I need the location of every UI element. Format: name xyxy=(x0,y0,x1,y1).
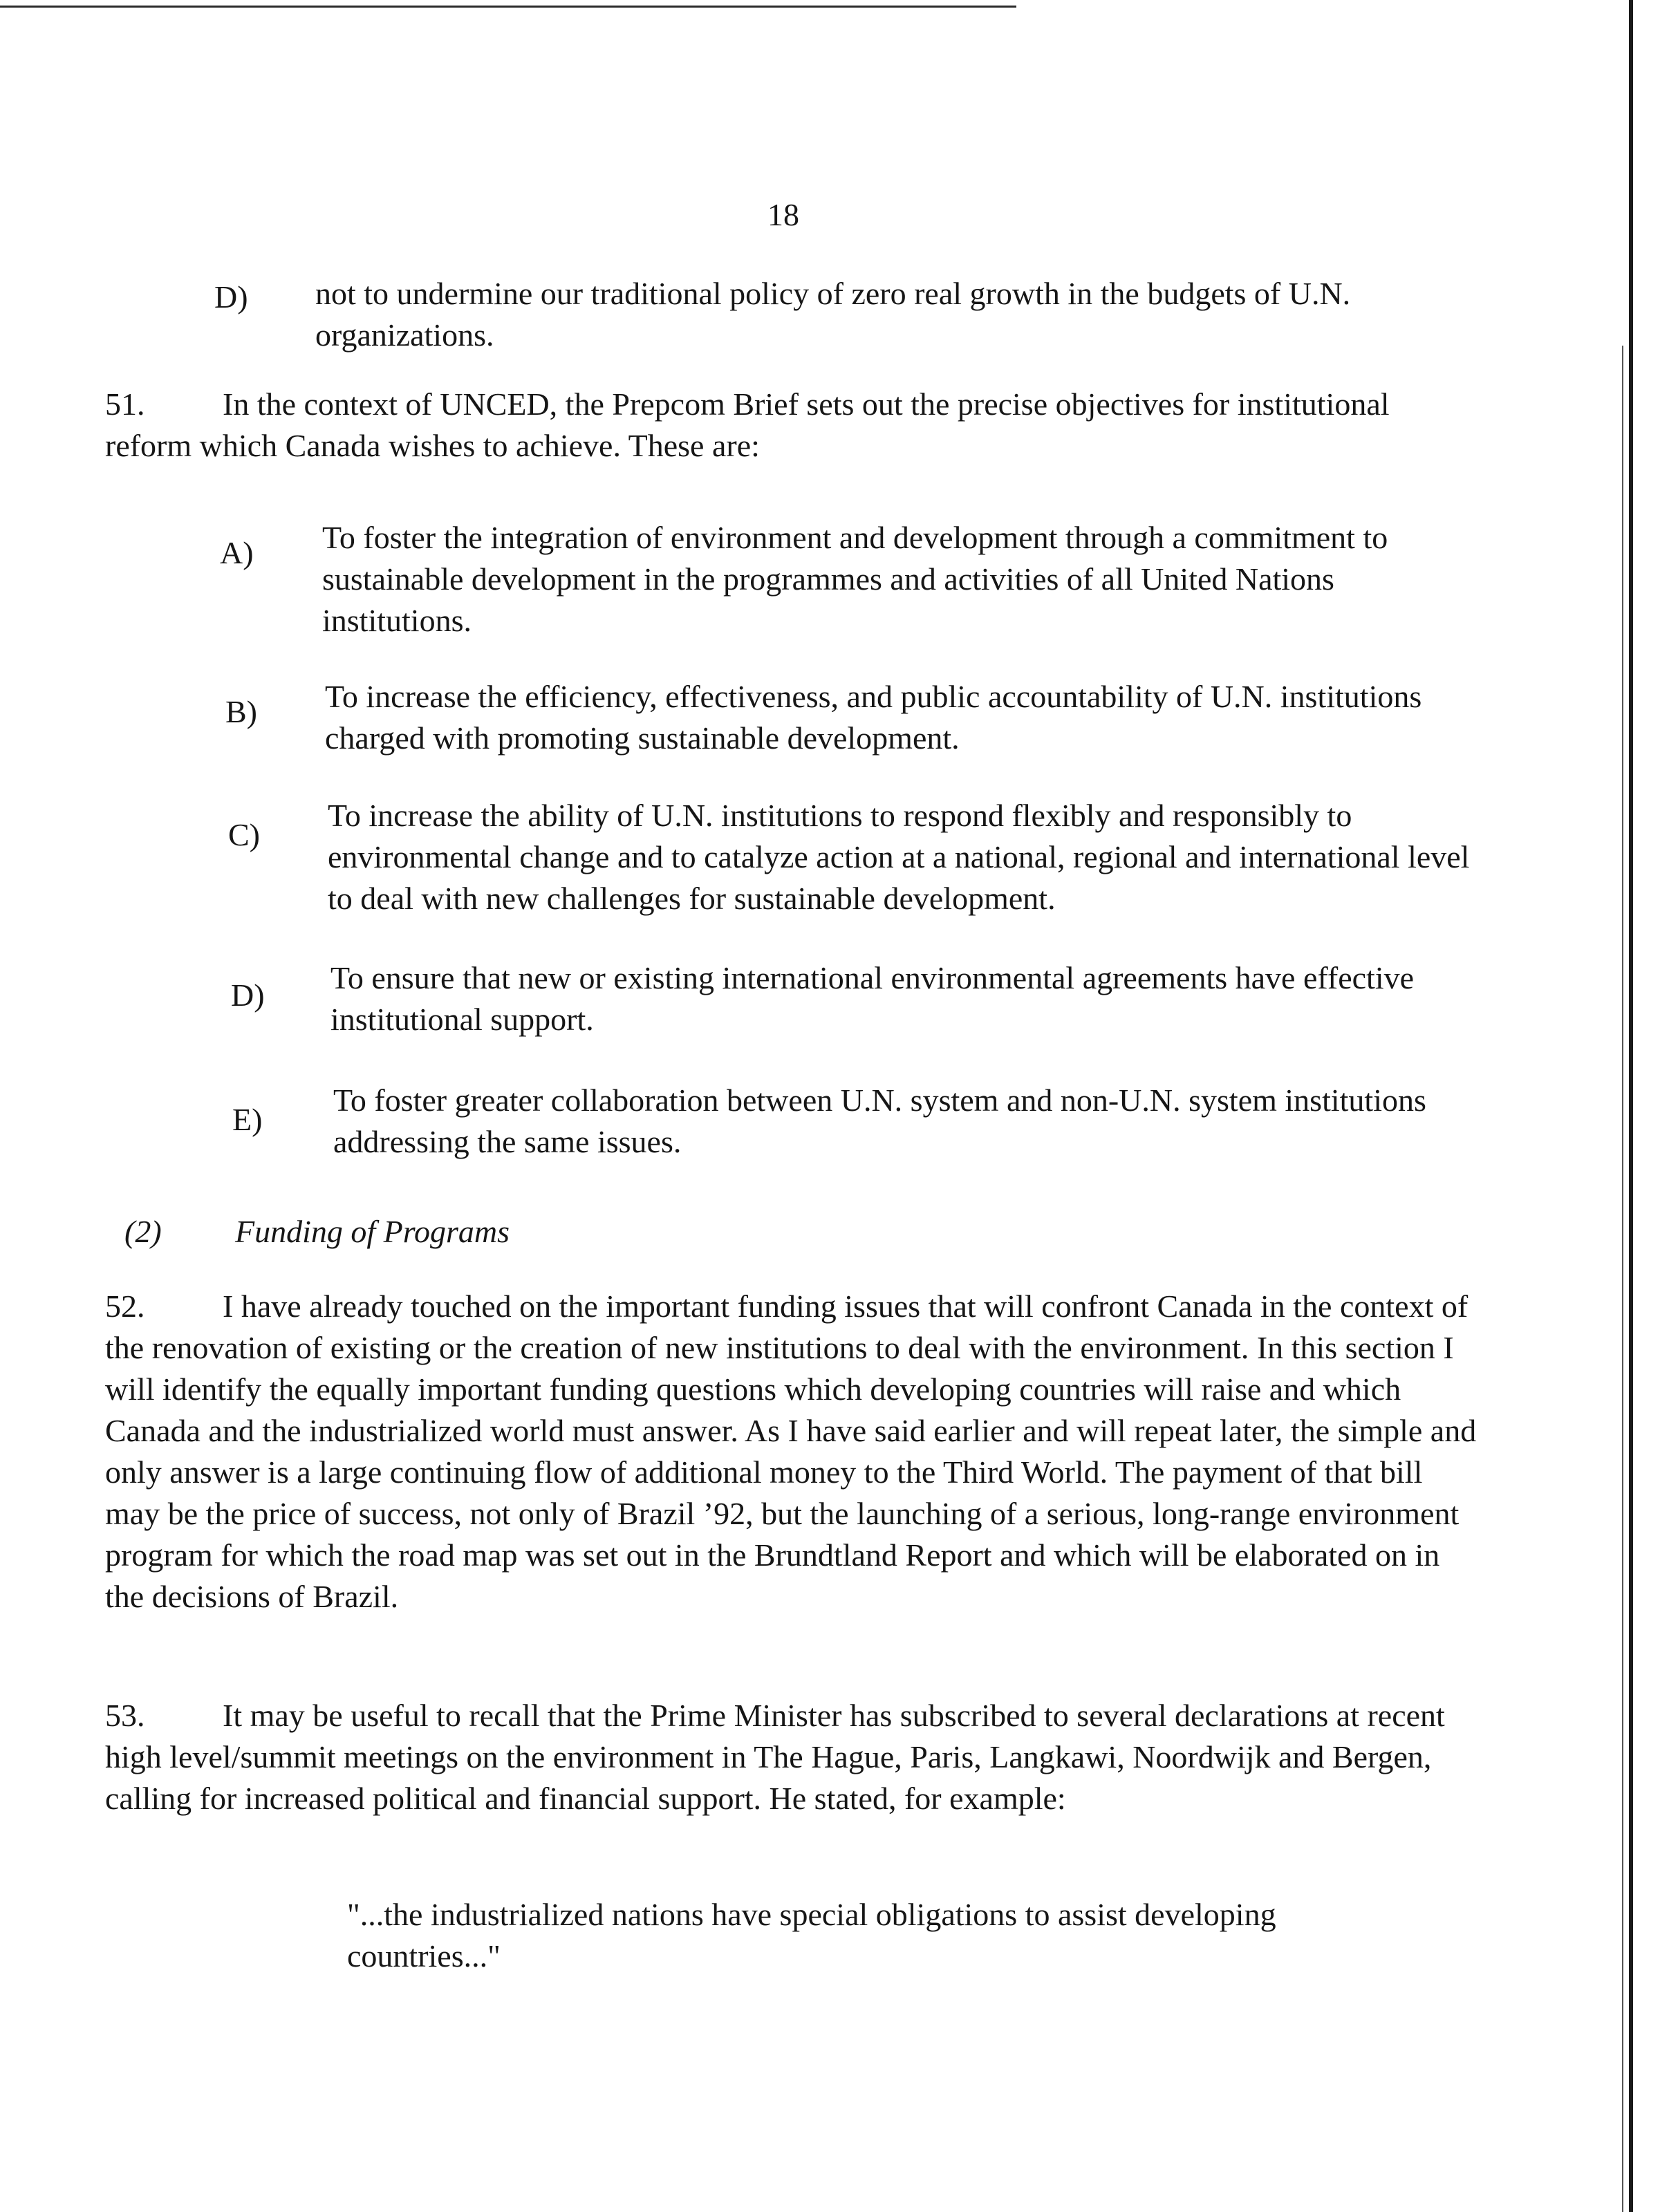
objective-c-label: C) xyxy=(228,817,260,852)
scan-top-rule xyxy=(0,6,1016,8)
paragraph-53-text: It may be useful to recall that the Prime Minister has subscribed to several declarations at recent high level/summit meetings on the environment in The Hague, Paris, Langkawi, Noordwijk and Bergen, calling for increased political and financial support. He stated, for example: xyxy=(105,1698,1445,1816)
paragraph-51-text: In the context of UNCED, the Prepcom Brief sets out the precise objectives for institutional reform which Canada wishes to achieve. These are: xyxy=(105,386,1390,463)
paragraph-52 xyxy=(105,1286,1481,1618)
objective-b-label: B) xyxy=(225,694,257,729)
quotation: "...the industrialized nations have special obligations to assist developing countries..." xyxy=(347,1897,1276,1974)
paragraph-53 xyxy=(105,1695,1481,1819)
paragraph-51 xyxy=(105,384,1481,467)
page-number: 18 xyxy=(767,197,799,232)
paragraph-52-number: 52. xyxy=(105,1288,145,1324)
objective-c-text: To increase the ability of U.N. institutions to respond flexibly and responsibly to environmental change and to catalyze action at a national, regional and international level to deal with new challenges for sustainable development. xyxy=(328,798,1470,916)
section-number: (2) xyxy=(124,1214,162,1249)
scan-right-edge xyxy=(1629,0,1633,2212)
objective-d-text: To ensure that new or existing international environmental agreements have effective institutional support. xyxy=(330,960,1415,1037)
paragraph-53-number: 53. xyxy=(105,1698,145,1733)
objective-b-text: To increase the efficiency, effectiveness, and public accountability of U.N. institutions charged with promoting sustainable development. xyxy=(325,679,1422,756)
objective-d-label: D) xyxy=(231,977,265,1013)
objective-e-label: E) xyxy=(232,1102,263,1137)
lead-item-text: not to undermine our traditional policy of zero real growth in the budgets of U.N. organizations. xyxy=(315,276,1351,353)
objective-a-text: To foster the integration of environment and development through a commitment to sustainable development in the programmes and activities of all United Nations institutions. xyxy=(322,520,1388,638)
paragraph-52-text: I have already touched on the important funding issues that will confront Canada in the context of the renovation of existing or the creation of new institutions to deal with the environment. In this section I will identify the equally important funding questions which developing countries will raise and which Canada and the industrialized world must answer. As I have said earlier and will repeat later, the simple and only answer is a large continuing flow of additional money to the Third World. The payment of that bill may be the price of success, not only of Brazil ’92, but the launching of a serious, long-range environment program for which the road map was set out in the Brundtland Report and which will be elaborated on in the decisions of Brazil. xyxy=(105,1288,1477,1614)
objective-a-label: A) xyxy=(220,535,254,570)
paragraph-51-number: 51. xyxy=(105,386,145,422)
section-title: Funding of Programs xyxy=(235,1214,510,1249)
scan-right-edge-inner xyxy=(1622,346,1623,2212)
objective-e-text: To foster greater collaboration between U.N. system and non-U.N. system institutions addressing the same issues. xyxy=(333,1082,1426,1159)
lead-item-label: D) xyxy=(214,279,248,315)
